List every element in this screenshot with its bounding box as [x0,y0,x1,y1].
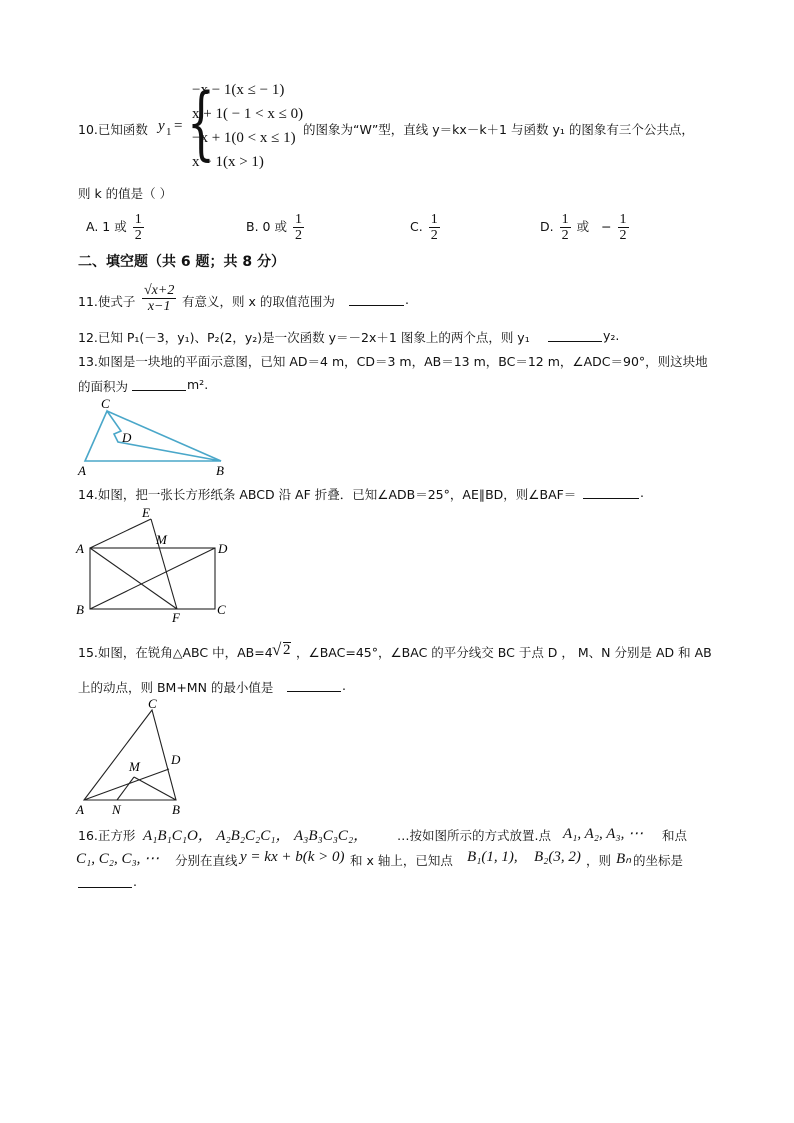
q13-quadrilateral [85,411,221,461]
q10-brace: { [187,76,215,169]
q11-end: . [405,292,409,307]
q13-label-d: D [122,430,132,445]
section-2-title: 二、填空题（共 6 题；共 8 分） [78,254,285,270]
q10-eq: = [174,118,183,134]
q16-squares: A₁B₁C₁O， A₂B₂C₂C₁， A₃B₃C₃C₂， [143,828,369,844]
q15-label-a: A [76,802,84,817]
q15-label-c: C [148,696,157,711]
q10-case-3: −x + 1(0 < x ≤ 1) [192,130,296,146]
q14-end: . [640,485,644,500]
q15-sqrt-num: 2 [283,642,291,658]
q13-line1: 13.如图是一块地的平面示意图，已知 AD＝4 m，CD＝3 m，AB＝13 m，BC＝12 m，∠ADC＝90°，则这块地 [78,354,708,369]
q10-line2: 则 k 的值是（ ） [78,186,173,201]
q16-answer-blank[interactable] [78,875,132,888]
q14-answer-blank[interactable] [583,486,639,499]
q14-label-f: F [172,610,180,624]
q16-line2-mid2: 和 x 轴上，已知点 [350,853,453,868]
q13-answer-blank[interactable] [132,378,186,391]
q15-line1-suffix: ，∠BAC=45°，∠BAC 的平分线交 BC 于点 D ， M、N 分别是 AD 和 AB [296,645,712,660]
q15-triangle [84,710,176,800]
q16-line1-end: 和点 [662,828,688,843]
q10-option-a [86,212,146,243]
q15-line2-end: . [342,678,346,693]
q10-option-d-mid: 或 [576,219,590,234]
q15-sqrt-sign: √ [272,640,282,659]
q10-option-d-fraction-1: $\frac{1}{2}$ [561,212,569,243]
q10-option-c-fraction: $\frac{1}{2}$ [430,212,438,243]
q11-suffix: 有意义，则 x 的取值范围为 [182,294,335,309]
q14-label-a: A [76,541,84,556]
q12-end: y₂. [603,328,620,343]
q10-option-d-fraction-2: $\frac{1}{2}$ [619,212,627,243]
q10-option-c [410,212,442,243]
q16-line2-end: ，则 [586,853,612,868]
q15-segment-mn [117,777,134,800]
q14-line-af [90,548,177,609]
q10-case-1: −x − 1(x ≤ − 1) [192,82,285,98]
q15-label-n: N [112,802,121,817]
q14-label-b: B [76,602,84,617]
q10-option-a-fraction: $\frac{1}{2}$ [134,212,142,243]
q16-point-b2: B₂(3, 2) [534,849,581,865]
q15-label-m: M [129,759,140,774]
q13-label-b: B [216,463,224,478]
q13-line2-suffix: m². [187,377,209,392]
q12-answer-blank[interactable] [548,329,602,342]
q13-label-a: A [78,463,86,478]
q11-answer-blank[interactable] [349,293,404,306]
q15-label-d: D [171,752,181,767]
q11-prefix: 11.使式子 [78,294,136,309]
q10-option-c-label: C. [410,219,423,234]
q14-line-bd [90,548,215,609]
q10-case-4: x − 1(x > 1) [192,154,264,170]
q10-suffix: 的图象为“W”型，直线 y＝kx－k＋1 与函数 y₁ 的图象有三个公共点， [303,122,694,137]
q10-y-sub: 1 [166,126,172,138]
q10-option-a-label: A. 1 或 [86,219,127,234]
q12-text: 12.已知 P₁(－3，y₁)、P₂(2，y₂)是一次函数 y＝－2x＋1 图象上的两个点，则 y₁ [78,330,530,345]
q15-segment-bm [134,777,176,800]
q14-prefix: 14.如图，把一张长方形纸条 ABCD 沿 AF 折叠．已知∠ADB＝25°，AE∥BD，则∠BAF＝ [78,487,577,502]
q16-line1-mid: …按如图所示的方式放置.点 [397,828,551,843]
q10-option-b-label: B. 0 或 [246,219,287,234]
q15-answer-blank[interactable] [287,679,341,692]
q14-figure [74,506,244,624]
q16-line-equation: y = kx + b(k > 0) [240,849,345,865]
q15-line2-prefix: 上的动点，则 BM+MN 的最小值是 [78,680,274,695]
q16-point-b1: B₁(1, 1), [467,849,518,865]
q15-line1-prefix: 15.如图，在锐角△ABC 中，AB=4 [78,645,273,660]
q13-label-c: C [101,396,110,411]
q16-point-bn: Bₙ [616,851,632,867]
q14-label-m: M [156,532,167,547]
q10-option-d-minus: − [601,219,612,234]
q16-points-a: A₁, A₂, A₃, ⋯ [563,826,644,842]
q14-line-ae [90,519,151,548]
q10-prefix: 10.已知函数 [78,122,148,137]
q16-points-c: C₁, C₂, C₃, ⋯ [76,851,160,867]
q13-line2-prefix: 的面积为 [78,379,129,394]
q14-label-d: D [218,541,228,556]
q15-label-b: B [172,802,180,817]
q10-y: y [158,118,165,134]
q13-figure [74,396,234,478]
q16-line1-prefix: 16.正方形 [78,828,136,843]
q10-option-b-fraction: $\frac{1}{2}$ [294,212,302,243]
q16-line2-tail: 的坐标是 [633,853,684,868]
q14-label-e: E [142,506,150,520]
q15-bisector-ad [84,769,169,800]
q11-fraction: $\frac{√x+2}{x-1}$ [144,283,175,314]
q10-option-d-label: D. [540,219,554,234]
q15-figure [72,696,192,820]
q10-option-b [246,212,306,243]
q10-case-2: x + 1( − 1 < x ≤ 0) [192,106,304,122]
q16-line3-end: . [133,874,137,889]
q10-option-d [540,212,631,243]
q14-label-c: C [217,602,226,617]
q16-line2-mid: 分别在直线 [175,853,238,868]
